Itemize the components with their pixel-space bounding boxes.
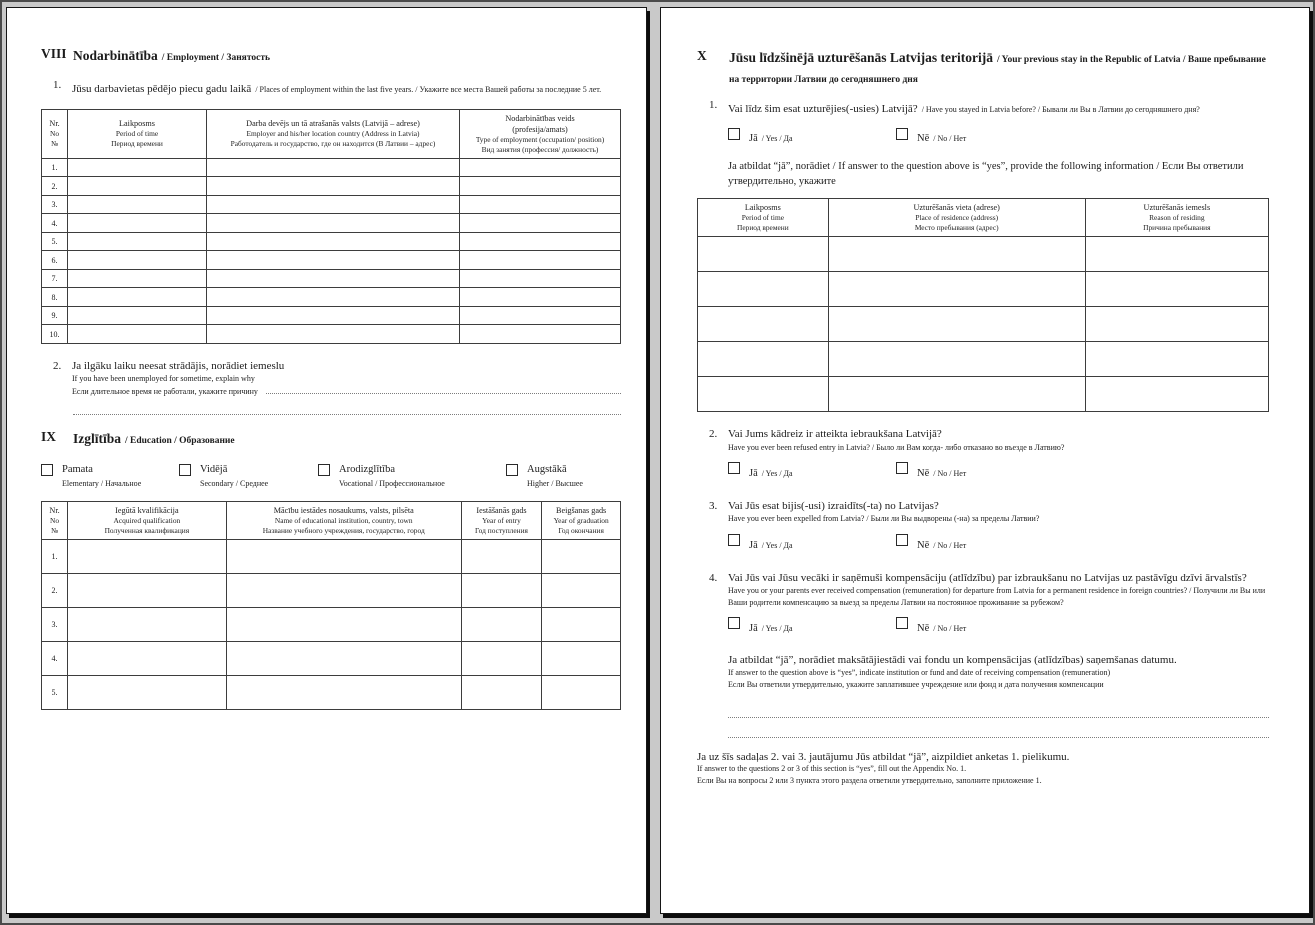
table-row — [42, 158, 621, 177]
table-cell — [542, 675, 621, 709]
yes-no-row-q3 — [728, 534, 1269, 555]
table-cell — [828, 237, 1085, 272]
no-label: Nē — [917, 132, 930, 144]
table-cell — [68, 539, 227, 573]
table-row — [42, 641, 621, 675]
table-cell — [226, 675, 461, 709]
yes-label: Jā — [749, 132, 758, 144]
checkbox-yes[interactable] — [728, 462, 740, 474]
row-number: 7. — [42, 269, 68, 288]
table-cell — [828, 342, 1085, 377]
table-cell — [68, 288, 207, 307]
question-text-translation: Have you ever been expelled from Latvia? / Были ли Вы выдворены (-на) за пределы Латвии? — [728, 514, 1040, 524]
no-option: Nē / No / Нет — [896, 534, 966, 555]
table-cell — [828, 377, 1085, 412]
table-row — [42, 251, 621, 270]
question-number: 4. — [709, 571, 718, 584]
fill-line — [266, 385, 621, 394]
section-x-title: Jūsu līdzšinējā uzturēšanās Latvijas teritorijā / Your previous stay in the Republic of Latvia / Ваше пребывание на территории Латвии до сегодняшнего дня — [729, 50, 1266, 85]
table-cell — [542, 607, 621, 641]
instruction-ru: Если Вы ответили утвердительно, укажите заплатившее учреждение или фонд и дата получения компенсации — [728, 679, 1104, 689]
section-viii-title: Nodarbinātība / Employment / Занятость — [73, 48, 271, 63]
table-cell — [460, 158, 621, 177]
table-cell — [207, 251, 460, 270]
table-row — [698, 272, 1269, 307]
appendix-note-en: If answer to the questions 2 or 3 of this section is “yes”, fill out the Appendix No. 1. — [697, 764, 967, 774]
table-cell — [460, 306, 621, 325]
if-yes-instruction: Ja atbildat “jā”, norādiet / If answer to the question above is “yes”, provide the following information / Если Вы ответили утвердительно, укажите — [728, 160, 1244, 188]
table-row — [42, 288, 621, 307]
yes-no-row-q1 — [728, 128, 1269, 146]
checkbox-yes[interactable] — [728, 534, 740, 546]
checkbox-no[interactable] — [896, 617, 908, 629]
question-text-en: If you have been unemployed for sometime, explain why — [72, 374, 255, 384]
table-row — [698, 237, 1269, 272]
question-text-ru: Если длительное время не работали, укажите причину — [72, 386, 258, 396]
question-unemployed-reason — [53, 359, 621, 397]
table-cell — [68, 641, 227, 675]
question-number: 1. — [53, 79, 62, 91]
table-cell — [1085, 342, 1268, 377]
checkbox-elementary[interactable] — [41, 464, 53, 476]
question-text-translation: / Places of employment within the last five years. / Укажите все места Вашей работы за последние 5 лет. — [255, 85, 602, 94]
table-row — [698, 307, 1269, 342]
checkbox-secondary[interactable] — [179, 464, 191, 476]
checkbox-no[interactable] — [896, 128, 908, 140]
yes-label-translation: / Yes / Да — [761, 133, 793, 143]
table-cell — [68, 269, 207, 288]
question-expelled — [709, 499, 1269, 555]
employment-table-header-row — [42, 109, 621, 158]
checkbox-yes[interactable] — [728, 617, 740, 629]
stay-table-header-row — [698, 199, 1269, 237]
question-text — [72, 359, 621, 397]
question-text — [728, 427, 1269, 483]
table-cell — [207, 177, 460, 196]
table-cell — [460, 288, 621, 307]
header-period: Laikposms Period of time Период времени — [68, 109, 207, 158]
table-cell — [1085, 307, 1268, 342]
header-year-entry: Iestāšanās gads Year of entry Год поступления — [461, 501, 541, 539]
table-cell — [207, 214, 460, 233]
checkbox-group-secondary — [179, 464, 318, 488]
table-cell — [226, 539, 461, 573]
checkbox-group-vocational — [318, 464, 506, 488]
header-nr: Nr. No № — [42, 109, 68, 158]
fill-line — [73, 414, 621, 415]
question-text-lv: Vai Jums kādreiz ir atteikta iebraukšana Latvijā? — [728, 428, 942, 441]
table-cell — [828, 272, 1085, 307]
row-number: 1. — [42, 539, 68, 573]
header-employer: Darba devējs un tā atrašanās valsts (Latvijā – adrese) Employer and his/her location country (Address in Latvia) Работодатель и государство, где он находится (В Латвии – адрес) — [207, 109, 460, 158]
row-number: 10. — [42, 325, 68, 344]
question-number: 2. — [53, 359, 62, 372]
yes-no-row-q4 — [728, 617, 1269, 638]
checkbox-no[interactable] — [896, 462, 908, 474]
table-cell — [207, 306, 460, 325]
section-x-number: X — [697, 48, 707, 63]
table-cell — [1085, 272, 1268, 307]
table-cell — [461, 539, 541, 573]
table-cell — [68, 306, 207, 325]
table-cell — [460, 177, 621, 196]
table-cell — [461, 607, 541, 641]
table-cell — [461, 675, 541, 709]
question-text — [728, 98, 1269, 119]
question-stayed-before — [709, 98, 1269, 119]
yes-option: Jā / Yes / Да — [728, 534, 896, 555]
table-row — [42, 539, 621, 573]
row-number: 8. — [42, 288, 68, 307]
yes-option — [728, 128, 896, 146]
employment-table — [41, 109, 621, 344]
table-cell — [226, 641, 461, 675]
table-row — [42, 269, 621, 288]
table-cell — [68, 325, 207, 344]
table-row — [42, 195, 621, 214]
table-cell — [1085, 237, 1268, 272]
table-cell — [542, 573, 621, 607]
table-cell — [698, 272, 829, 307]
education-table — [41, 501, 621, 710]
row-number: 5. — [42, 675, 68, 709]
table-cell — [207, 269, 460, 288]
question-employment-places — [53, 78, 621, 99]
form-page-left — [6, 7, 647, 914]
checkbox-label: Augstākā — [527, 464, 567, 476]
table-cell — [226, 607, 461, 641]
table-cell — [461, 573, 541, 607]
table-cell — [207, 195, 460, 214]
table-cell — [698, 377, 829, 412]
question-text-lv: Vai līdz šim esat uzturējies(-usies) Latvijā? — [728, 103, 918, 115]
checkbox-sublabel: Vocational / Профессиональное — [339, 478, 445, 488]
table-cell — [207, 232, 460, 251]
table-cell — [68, 607, 227, 641]
checkbox-sublabel: Elementary / Начальное — [62, 478, 142, 488]
checkbox-sublabel: Higher / Высшее — [527, 478, 583, 488]
table-cell — [460, 232, 621, 251]
table-row — [42, 325, 621, 344]
instruction-lv: Ja atbildat “jā”, norādiet maksātājiestādi vai fondu un kompensācijas (atlīdzības) saņemšanas datumu. — [728, 653, 1177, 666]
header-residence-reason: Uzturēšanās iemesls Reason of residing Причина пребывания — [1085, 199, 1268, 237]
table-cell — [698, 342, 829, 377]
table-cell — [460, 251, 621, 270]
checkbox-sublabel: Secondary / Среднее — [200, 478, 269, 488]
question-number: 2. — [709, 428, 718, 441]
checkbox-label: Pamata — [62, 464, 93, 476]
table-cell — [68, 195, 207, 214]
header-year-graduation: Beigšanas gads Year of graduation Год окончания — [542, 501, 621, 539]
yes-option: Jā / Yes / Да — [728, 462, 896, 483]
compensation-instruction — [728, 653, 1269, 690]
header-period: Laikposms Period of time Период времени — [698, 199, 829, 237]
table-cell — [698, 307, 829, 342]
header-employment-type: Nodarbinātības veids (profesija/amats) Type of employment (occupation/ position) Вид занятия (профессия/ должность) — [460, 109, 621, 158]
table-row — [42, 573, 621, 607]
section-viii-number: VIII — [41, 46, 67, 61]
row-number: 6. — [42, 251, 68, 270]
table-cell — [68, 177, 207, 196]
table-cell — [68, 573, 227, 607]
table-cell — [68, 251, 207, 270]
question-refused-entry — [709, 427, 1269, 483]
no-option: Nē / No / Нет — [896, 617, 966, 638]
instruction-en: If answer to the question above is “yes”, indicate institution or fund and date of receiving compensation (remuneration) — [728, 668, 1111, 678]
fill-line — [728, 717, 1269, 718]
table-cell — [460, 325, 621, 344]
table-row — [42, 675, 621, 709]
question-text-lv: Ja ilgāku laiku neesat strādājis, norādiet iemeslu — [72, 359, 285, 372]
checkbox-label: Vidējā — [200, 464, 228, 476]
checkbox-vocational[interactable] — [318, 464, 330, 476]
table-cell — [542, 641, 621, 675]
question-text-translation: / Have you stayed in Latvia before? / Бывали ли Вы в Латвии до сегодняшнего дня? — [921, 105, 1200, 114]
question-text-translation: Have you ever been refused entry in Latvia? / Было ли Вам когда- либо отказано во въезде в Латвию? — [728, 442, 1065, 452]
appendix-note-lv: Ja uz šīs sadaļas 2. vai 3. jautājumu Jūs atbildat “jā”, aizpildiet anketas 1. pielikumu. — [697, 751, 1070, 764]
checkbox-higher[interactable] — [506, 464, 518, 476]
table-cell — [460, 269, 621, 288]
yes-no-row-q2 — [728, 462, 1269, 483]
header-qualification: Iegūtā kvalifikācija Acquired qualification Полученная квалификация — [68, 501, 227, 539]
table-cell — [828, 307, 1085, 342]
table-cell — [460, 214, 621, 233]
header-institution: Mācību iestādes nosaukums, valsts, pilsēta Name of educational institution, country, town Название учебного учреждения, государство, город — [226, 501, 461, 539]
header-nr: Nr. No № — [42, 501, 68, 539]
table-row — [42, 306, 621, 325]
section-ix-title: Izglītība / Education / Образование — [73, 431, 235, 447]
row-number: 4. — [42, 641, 68, 675]
table-row — [698, 342, 1269, 377]
question-text-lv: Vai Jūs esat bijis(-usi) izraidīts(-ta) no Latvijas? — [728, 499, 939, 512]
table-cell — [68, 214, 207, 233]
table-cell — [68, 158, 207, 177]
fill-line — [728, 737, 1269, 738]
checkbox-no[interactable] — [896, 534, 908, 546]
no-option — [896, 128, 966, 146]
table-row — [42, 177, 621, 196]
row-number: 2. — [42, 573, 68, 607]
question-text — [72, 78, 621, 99]
table-cell — [460, 195, 621, 214]
section-ix-number: IX — [41, 429, 57, 445]
yes-option: Jā / Yes / Да — [728, 617, 896, 638]
previous-stay-table — [697, 198, 1269, 412]
header-residence-place: Uzturēšanās vieta (adrese) Place of residence (address) Место пребывания (адрес) — [828, 199, 1085, 237]
table-cell — [207, 288, 460, 307]
row-number: 9. — [42, 306, 68, 325]
question-number: 1. — [709, 99, 718, 111]
no-option: Nē / No / Нет — [896, 462, 966, 483]
no-label-translation: / No / Нет — [933, 133, 967, 143]
row-number: 3. — [42, 607, 68, 641]
row-number: 2. — [42, 177, 68, 196]
question-text-translation: Have you or your parents ever received compensation (remuneration) for departure from Latvia for a permanent residence in foreign countries? / Получили ли Вы или Ваши родители компенсацию за выезд за пределы Латвии на постоянное проживание за рубежом? — [728, 585, 1266, 607]
table-cell — [461, 641, 541, 675]
checkbox-group-elementary — [41, 464, 179, 488]
checkbox-group-higher — [506, 464, 583, 488]
form-page-right — [660, 7, 1310, 914]
table-row — [42, 607, 621, 641]
question-text-lv: Jūsu darbavietas pēdējo piecu gadu laikā — [72, 83, 252, 95]
question-number: 3. — [709, 499, 718, 512]
row-number: 5. — [42, 232, 68, 251]
answer-line-row — [72, 385, 621, 398]
question-text-lv: Vai Jūs vai Jūsu vecāki ir saņēmuši kompensāciju (atlīdzību) par izbraukšanu no Latvijas uz pastāvīgu dzīvi ārvalstīs? — [728, 571, 1247, 584]
question-text — [728, 571, 1269, 739]
appendix-note — [697, 751, 1269, 786]
table-row — [42, 232, 621, 251]
checkbox-yes[interactable] — [728, 128, 740, 140]
question-text — [728, 499, 1269, 555]
row-number: 4. — [42, 214, 68, 233]
table-cell — [207, 158, 460, 177]
appendix-note-ru: Если Вы на вопросы 2 или 3 пункта этого раздела ответили утвердительно, заполните приложение 1. — [697, 776, 1042, 785]
table-cell — [68, 232, 207, 251]
table-cell — [226, 573, 461, 607]
section-x-heading — [697, 48, 1269, 88]
education-checkbox-row — [41, 464, 621, 488]
section-viii-heading — [41, 46, 621, 66]
row-number: 3. — [42, 195, 68, 214]
education-table-header-row — [42, 501, 621, 539]
table-cell — [698, 237, 829, 272]
question-compensation — [709, 571, 1269, 739]
table-row — [42, 214, 621, 233]
checkbox-label: Arodizglītība — [339, 464, 395, 476]
table-cell — [1085, 377, 1268, 412]
table-cell — [68, 675, 227, 709]
table-cell — [207, 325, 460, 344]
section-ix-heading — [41, 429, 621, 449]
table-row — [698, 377, 1269, 412]
row-number: 1. — [42, 158, 68, 177]
table-cell — [542, 539, 621, 573]
